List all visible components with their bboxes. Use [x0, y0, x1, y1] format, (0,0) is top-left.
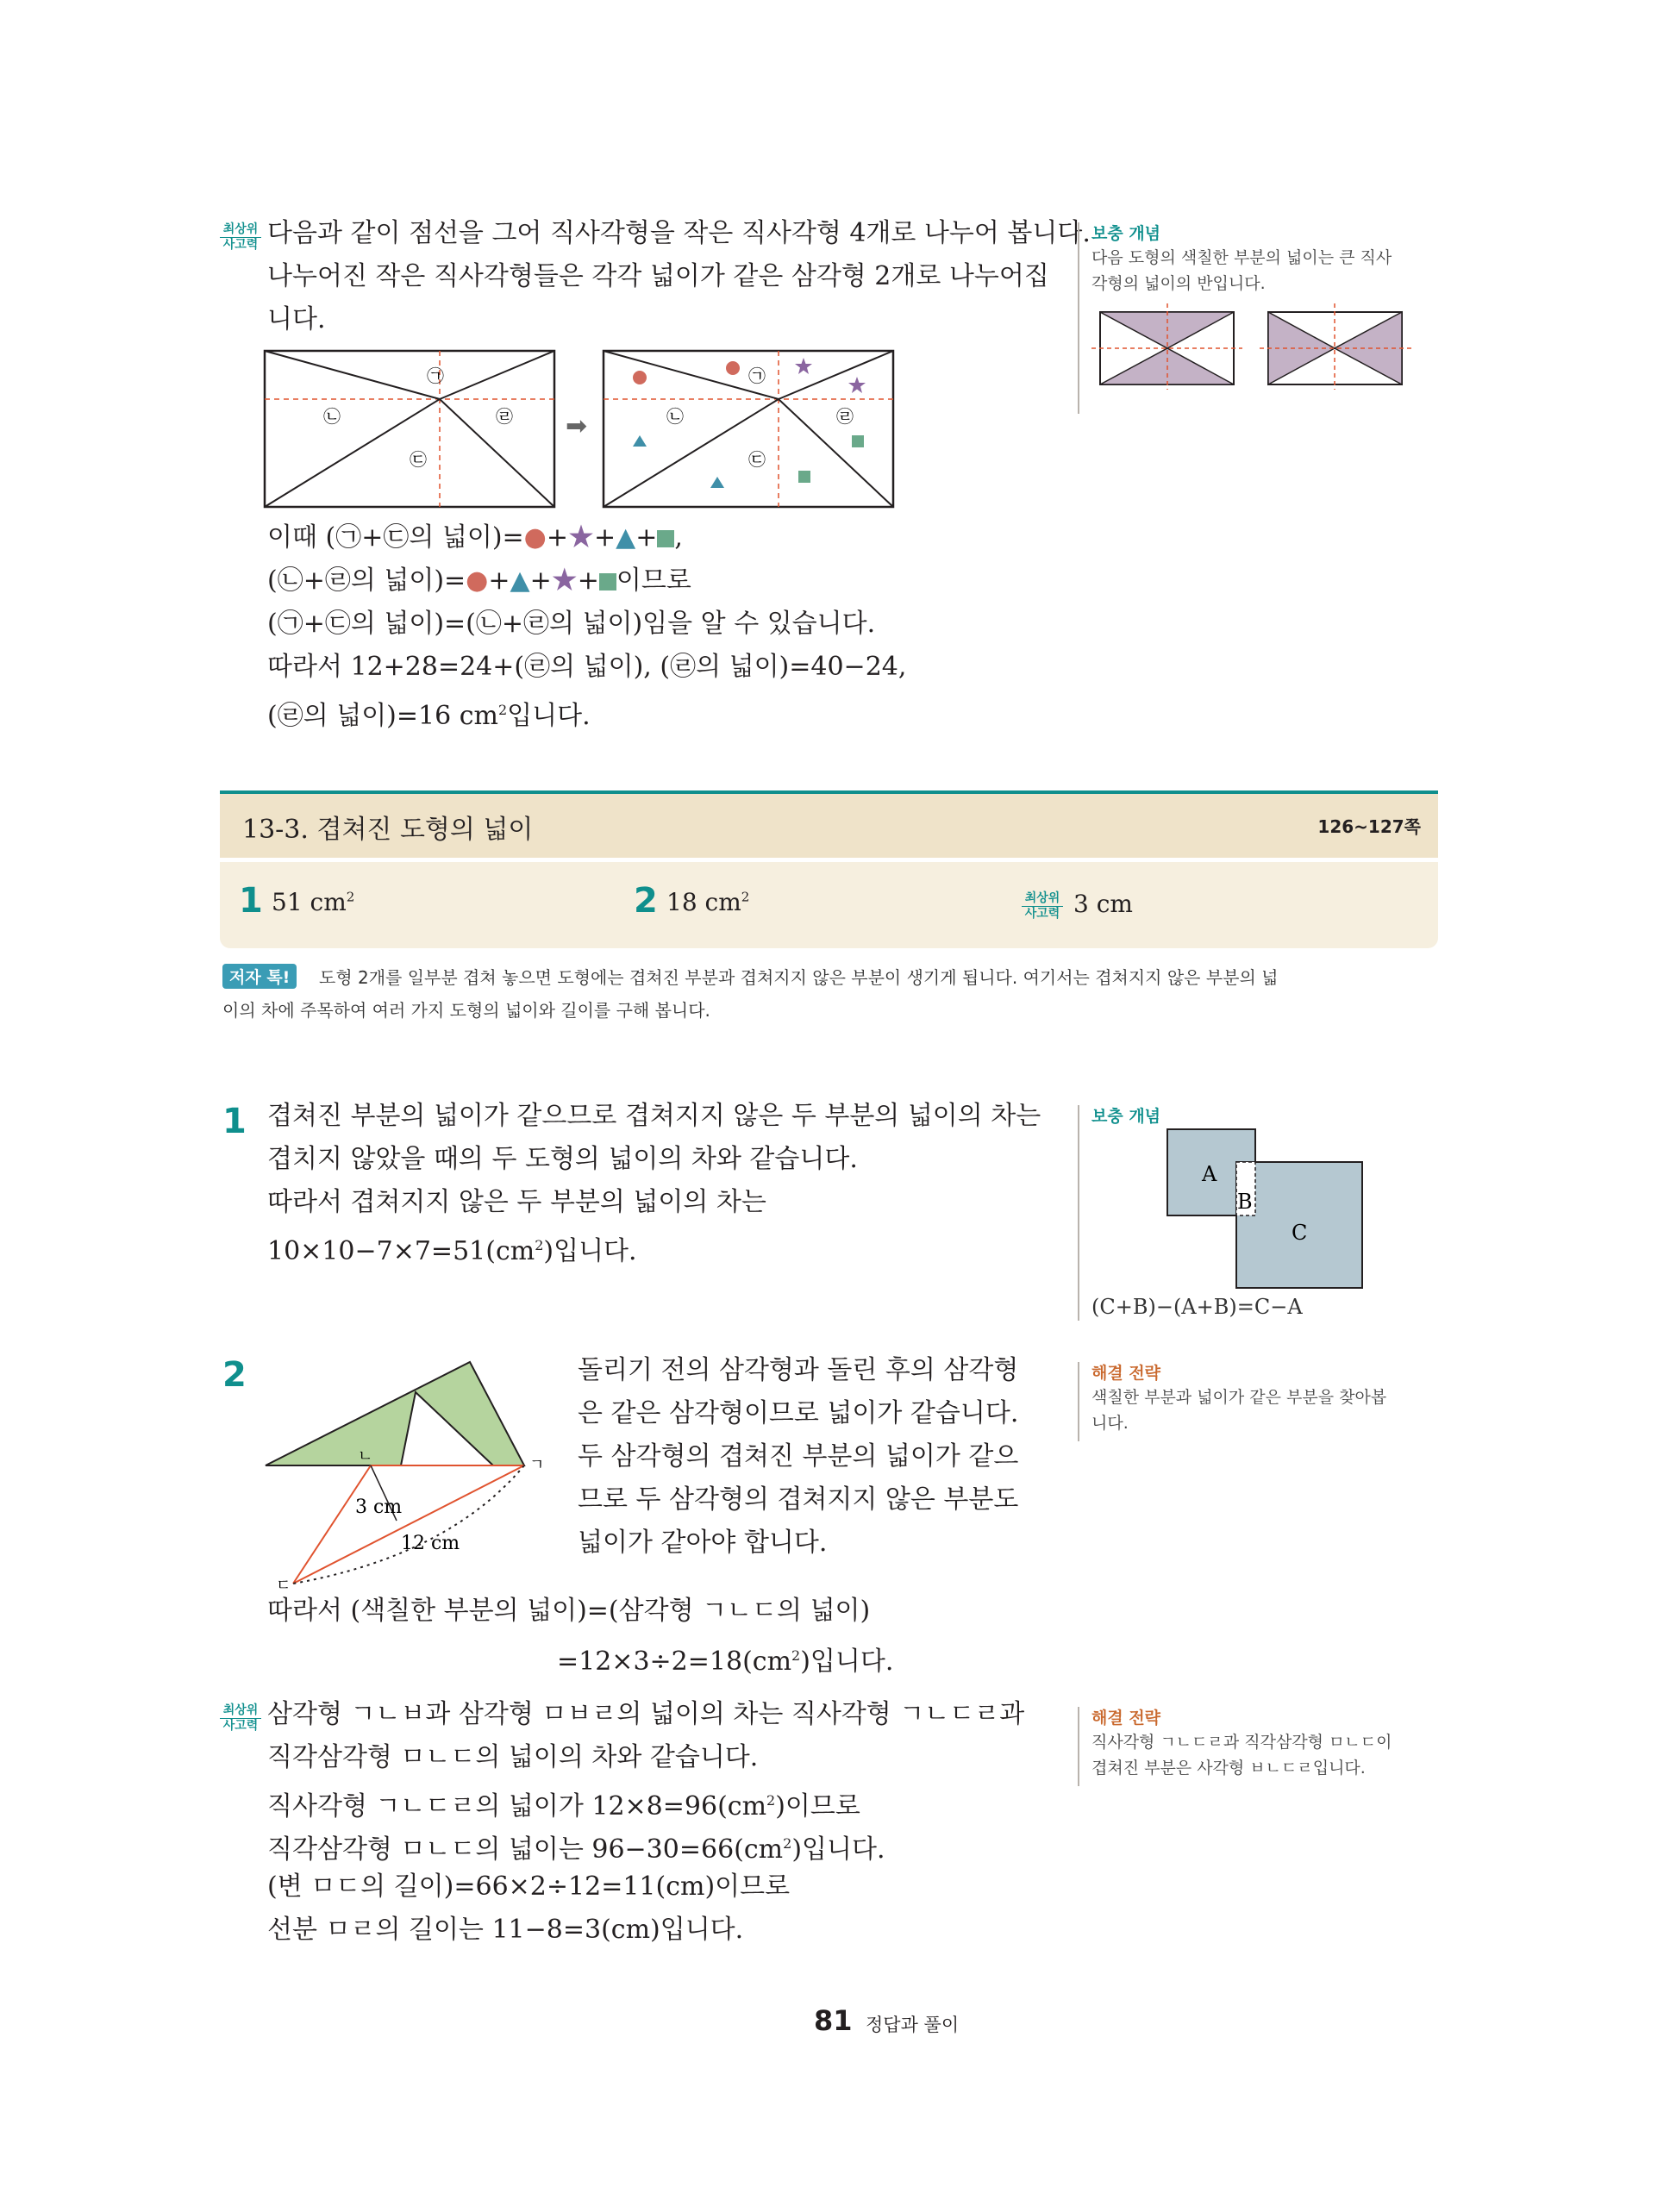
section-title: 13-3. 겹쳐진 도형의 넓이	[242, 815, 534, 845]
p2-line-2: 은 같은 삼각형이므로 넓이가 같습니다.	[578, 1398, 1019, 1428]
solution-strategy-box-2	[1078, 1707, 1471, 1786]
eq-line-2: (㉡+㉣의 넓이)=●+▲+★+ 이므로	[267, 565, 691, 596]
p1-line-1: 겹쳐진 부분의 넓이가 같으므로 겹쳐지지 않은 두 부분의 넓이의 차는	[267, 1101, 1041, 1131]
square-mark	[599, 573, 616, 590]
label-d: ㉣	[836, 406, 854, 427]
label-c: ㉢	[748, 449, 766, 470]
divided-rectangle-symbols-diagram	[602, 349, 895, 509]
p2-line-4: 므로 두 삼각형의 겹쳐지지 않은 부분도	[578, 1484, 1019, 1515]
box-title: 해결 전략	[1091, 1364, 1161, 1383]
box-text-2: 겹쳐진 부분은 사각형 ㅂㄴㄷㄹ입니다.	[1091, 1759, 1366, 1778]
answer-3-value: 3 cm	[1073, 890, 1133, 918]
arrow-right-icon: ➡	[566, 411, 588, 441]
box-text-1: 직사각형 ㄱㄴㄷㄹ과 직각삼각형 ㅁㄴㄷ이	[1091, 1733, 1392, 1752]
advanced-thinking-badge: 최상위 사고력	[1022, 891, 1063, 922]
eq-line-4: 따라서 12+28=24+(㉣의 넓이), (㉣의 넓이)=40−24,	[267, 652, 907, 682]
answer-2-value: 18 $cm^2$	[666, 888, 750, 916]
square-mark	[798, 471, 810, 483]
solution-strategy-box-1	[1078, 1362, 1471, 1441]
square-mark	[657, 530, 674, 547]
p3-line-6: 선분 ㅁㄹ의 길이는 11−8=3(cm)입니다.	[267, 1915, 744, 1945]
problem-2-number: 2	[222, 1355, 247, 1395]
p1-line-4: $10\times 10-7\times 7=51(cm^2)$입니다.	[267, 1236, 637, 1266]
author-tip-text-1: 도형 2개를 일부분 겹쳐 놓으면 도형에는 겹쳐진 부분과 겹쳐지지 않은 부분이 생기게 됩니다. 여기서는 겹쳐지지 않은 부분의 넓	[319, 967, 1279, 988]
circle-mark	[726, 361, 740, 375]
p2-line-7: $=12\times 3\div 2=18(cm^2)$입니다.	[557, 1647, 894, 1677]
half-area-diagrams	[1091, 303, 1419, 390]
box-text-1: 색칠한 부분과 넓이가 같은 부분을 찾아봅	[1091, 1388, 1387, 1407]
author-tip-text-2: 이의 차에 주목하여 여러 가지 도형의 넓이와 길이를 구해 봅니다.	[222, 1000, 710, 1021]
answer-bar	[220, 862, 1438, 948]
label-g: ㄱ	[529, 1456, 545, 1474]
section-header	[220, 794, 1438, 858]
label-a: ㉠	[748, 366, 766, 386]
box-title: 보충 개념	[1091, 224, 1161, 243]
box-text-1: 다음 도형의 색칠한 부분의 넓이는 큰 직사	[1091, 248, 1392, 267]
problem-1-number: 1	[222, 1102, 247, 1141]
rotated-triangle-diagram	[259, 1358, 552, 1595]
label-a: ㉠	[427, 366, 444, 386]
page-number: 81	[814, 2004, 853, 2037]
box-title: 보충 개념	[1091, 1107, 1161, 1126]
box-text-2: 각형의 넓이의 반입니다.	[1091, 274, 1266, 293]
square-mark	[852, 435, 864, 447]
advanced-thinking-badge: 최상위 사고력	[220, 1703, 261, 1734]
supplementary-concept-box-2	[1078, 1105, 1471, 1321]
p3-line-4: 직각삼각형 ㅁㄴㄷ의 넓이는 $96-30=66(cm^2)$입니다.	[267, 1834, 885, 1865]
label-b: ㉡	[666, 406, 684, 427]
label-c: ㉢	[410, 449, 427, 470]
answer-2-number: 2	[634, 881, 658, 921]
label-C: C	[1292, 1221, 1308, 1245]
p3-line-5: (변 ㅁㄷ의 길이)=66×2÷12=11(cm)이므로	[267, 1871, 791, 1902]
overlap-squares-diagram	[1091, 1128, 1454, 1291]
label-b: ㉡	[323, 406, 341, 427]
box-title: 해결 전략	[1091, 1709, 1161, 1728]
page-range: 126~127쪽	[1317, 816, 1421, 837]
circle-mark	[633, 371, 647, 384]
p1-line-2: 겹치지 않았을 때의 두 도형의 넓이의 차와 같습니다.	[267, 1144, 858, 1174]
label-d: ㉣	[496, 406, 513, 427]
label-B: B	[1237, 1190, 1253, 1214]
base-label: 12 cm	[401, 1533, 460, 1554]
p3-line-3: 직사각형 ㄱㄴㄷㄹ의 넓이가 $12\times 8=96(cm^2)$이므로	[267, 1791, 860, 1821]
height-label: 3 cm	[355, 1497, 403, 1518]
intro-line-2: 나누어진 작은 직사각형들은 각각 넓이가 같은 삼각형 2개로 나누어집	[267, 261, 1049, 291]
answer-1-number: 1	[239, 881, 263, 921]
eq-line-3: (㉠+㉢의 넓이)=(㉡+㉣의 넓이)임을 알 수 있습니다.	[267, 609, 876, 639]
p2-line-5: 넓이가 같아야 합니다.	[578, 1528, 828, 1558]
p3-line-2: 직각삼각형 ㅁㄴㄷ의 넓이의 차와 같습니다.	[267, 1742, 759, 1772]
label-n: ㄴ	[358, 1447, 373, 1465]
divided-rectangle-diagram	[263, 349, 556, 509]
box-formula: (C+B)−(A+B)=C−A	[1091, 1295, 1303, 1319]
p1-line-3: 따라서 겹쳐지지 않은 두 부분의 넓이의 차는	[267, 1187, 766, 1217]
supplementary-concept-box-1	[1078, 222, 1471, 414]
intro-line-1: 다음과 같이 점선을 그어 직사각형을 작은 직사각형 4개로 나누어 봅니다.	[267, 218, 1091, 248]
box-text-2: 니다.	[1091, 1414, 1129, 1433]
eq-line-1: 이때 (㉠+㉢의 넓이)=●+★+▲+ ,	[267, 522, 683, 553]
p2-line-1: 돌리기 전의 삼각형과 돌린 후의 삼각형	[578, 1355, 1019, 1385]
intro-line-3: 니다.	[267, 304, 326, 334]
author-tip-label: 저자 톡!	[222, 964, 297, 989]
p3-line-1: 삼각형 ㄱㄴㅂ과 삼각형 ㅁㅂㄹ의 넓이의 차는 직사각형 ㄱㄴㄷㄹ과	[267, 1699, 1025, 1729]
label-A: A	[1202, 1162, 1217, 1186]
footer-label: 정답과 풀이	[866, 2015, 960, 2035]
p2-line-6: 따라서 (색칠한 부분의 넓이)=(삼각형 ㄱㄴㄷ의 넓이)	[267, 1596, 871, 1626]
label-d: ㄷ	[276, 1577, 291, 1595]
p2-line-3: 두 삼각형의 겹쳐진 부분의 넓이가 같으	[578, 1441, 1019, 1472]
answer-1-value: 51 $cm^2$	[272, 888, 355, 916]
advanced-thinking-badge: 최상위 사고력	[220, 222, 261, 253]
eq-line-5: (㉣의 넓이)=16 $cm^2$입니다.	[267, 701, 591, 731]
